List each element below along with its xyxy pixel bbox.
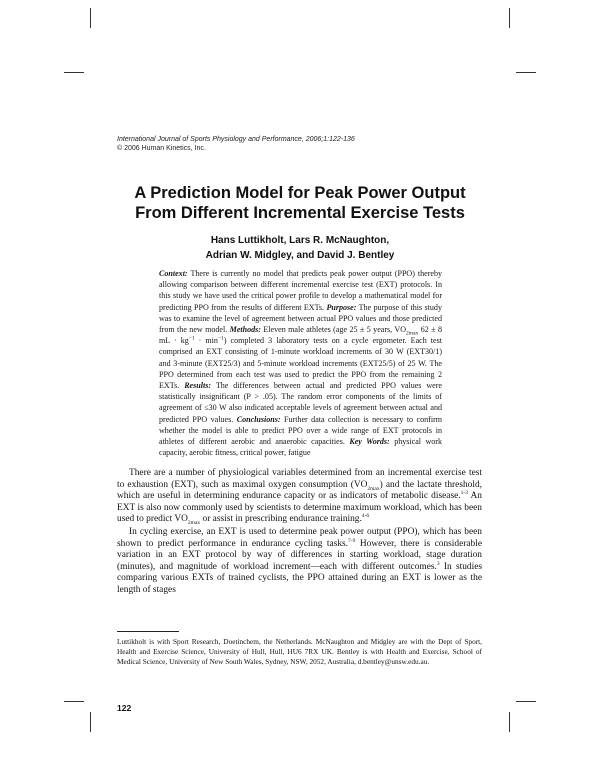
purpose-text: The purpose of this study was to examine the level of agreement between actual PPO values and those predicted from the new model. [159,302,442,335]
title-line-2: From Different Incremental Exercise Tests [135,204,465,222]
purpose-label: Purpose: [326,302,357,312]
authors-line-1: Hans Luttikholt, Lars R. McNaughton, [210,235,390,246]
crop-mark [90,8,91,28]
body-text [117,468,482,597]
footnote-divider [117,631,179,632]
journal-header [117,135,355,153]
keywords-text: physical work capacity, aerobic fitness, critical power, fatigue [159,437,442,458]
page-number: 122 [117,703,132,713]
crop-mark [516,701,536,702]
crop-mark [90,712,91,732]
article-title [100,183,500,223]
results-text: The differences between actual and predicted PPO values were statistically insignificant (P > .05). The random error components of the limits of agreement of ≤30 W also indicated acceptable levels of agreement between actual and predicted PPO values. [159,381,442,424]
crop-mark [64,701,84,702]
crop-mark [509,712,510,732]
methods-label: Methods: [229,325,261,335]
results-label: Results: [184,381,212,391]
crop-mark [516,72,536,73]
crop-mark [64,72,84,73]
paragraph-1: There are a number of physiological variables determined from an incremental exercise test to exhaustion (EXT), such as maximal oxygen consumption $(VO_{2max})$ and the lactate threshold, which are useful in determining endurance capacity or as indicators of metabolic disease.$^{1-3}$ An EXT is also now commonly used by scientists to determine maximum workload, which has been used to predict $VO_{2max}$ or assist in prescribing endurance training.$^{4-6}$ [117,468,482,527]
title-line-1: A Prediction Model for Peak Power Output [134,184,466,202]
context-text: There is currently no model that predicts peak power output (PPO) thereby allowing comparison between different incremental exercise test (EXT) protocols. In this study we have used the critical power profile to develop a mathematical model for predicting PPO from the results of different EXTs. [159,269,442,312]
crop-mark [509,8,510,28]
context-label: Context: [159,269,188,278]
keywords-label: Key Words: [349,437,390,447]
conclusions-text: Further data collection is necessary to confirm whether the model is able to predict PPO over a wide range of EXT protocols in athletes of different aerobic and anaerobic capacities. [159,414,443,447]
methods-text: Eleven male athletes (age 25 ± 5 years, $VO_{2max}$ 62 ± 8 mL · $kg^{-1} \cdot \min^{-1}$) completed 3 laboratory tests on a cycle ergometer. Each test comprised an EXT consisting of 1-minute workload increments of 30 W (EXT30/1) and 3-minute (EXT25/3) and 5-minute workload increments (EXT25/5) of 25 W. The PPO determined from each test was used to predict the PPO from the remaining 2 EXTs. [159,325,443,391]
abstract [159,268,442,458]
paragraph-2: In cycling exercise, an EXT is used to determine peak power output (PPO), which has been shown to predict performance in endurance cycling tasks.$^{7-9}$ However, there is considerable variation in an EXT protocol by way of differences in starting workload, stage duration (minutes), and magnitude of workload increment—each with different outcomes.$^3$ In studies comparing various EXTs of trained cyclists, the PPO attained during an EXT is lower as the length of stages [117,526,483,595]
journal-copyright: © 2006 Human Kinetics, Inc. [117,145,206,152]
author-affiliation-footnote: Luttikholt is with Sport Research, Doetinchem, the Netherlands. McNaughton and Midgley are with the Dept of Sport, Health and Exercise Science, University of Hull, Hull, HU6 7RX UK. Bentley is with Health and Exercise, School of Medical Science, University of New South Wales, Sydney, NSW, 2052, Australia, d.bentley@unsw.edu.au. [117,637,482,666]
author-list [100,233,500,263]
authors-line-2: Adrian W. Midgley, and David J. Bentley [205,250,395,261]
conclusions-label: Conclusions: [236,414,281,424]
journal-citation: International Journal of Sports Physiology and Performance, 2006;1:122-136 [117,136,355,143]
